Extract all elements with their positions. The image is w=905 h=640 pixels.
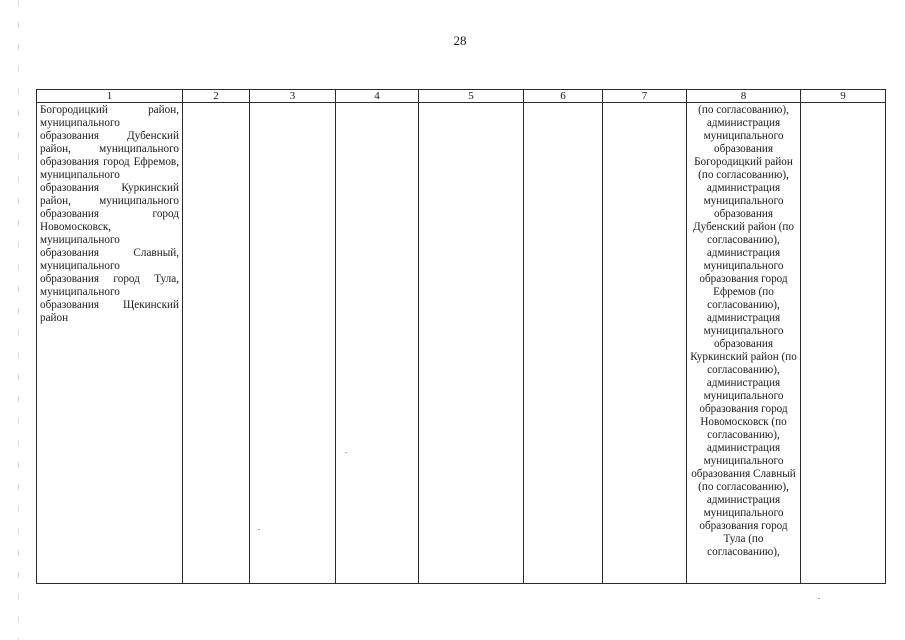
- cell-col2: [183, 103, 250, 584]
- column-header-6: 6: [524, 90, 603, 103]
- cell-col3: [250, 103, 336, 584]
- cell-col5: [419, 103, 524, 584]
- page-number: 28: [453, 33, 467, 48]
- column-header-3: 3: [250, 90, 336, 103]
- cell-col4: [336, 103, 419, 584]
- table-row: [37, 103, 886, 584]
- column-header-2: 2: [183, 90, 250, 103]
- column-header-9: 9: [801, 90, 886, 103]
- scan-speck: [818, 598, 820, 599]
- document-table: [36, 89, 886, 584]
- column-header-5: 5: [419, 90, 524, 103]
- cell-col7: [603, 103, 687, 584]
- administrations-text: (по согласованию), администрация муниципального образования Богородицкий район (по согласованию), администрация муниципального образования Дубенский район (по согласованию), администрация муниципального образования город Ефремов (по согласованию), администрация муниципального образования Куркинский район (по согласованию), администрация муниципального образования город Новомосковск (по согласованию), администрация муниципального образования Славный (по согласованию), администрация муниципального образования город Тула (по согласованию),: [690, 104, 797, 558]
- column-header-7: 7: [603, 90, 687, 103]
- column-header-1: 1: [37, 90, 183, 103]
- column-header-4: 4: [336, 90, 419, 103]
- cell-col9: [801, 103, 886, 584]
- cell-col6: [524, 103, 603, 584]
- cell-col1: [37, 103, 183, 584]
- column-header-8: 8: [687, 90, 801, 103]
- cell-col8: [687, 103, 801, 584]
- table-header-row: [37, 90, 886, 103]
- scan-edge-artifact: [18, 0, 19, 640]
- municipalities-text: Богородицкий район, муниципального образования Дубенский район, муниципального образования город Ефремов, муниципального образования Куркинский район, муниципального образования город Новомосковск, муниципального образования Славный, муниципального образования город Тула, муниципального образования Щекинский район: [40, 104, 179, 324]
